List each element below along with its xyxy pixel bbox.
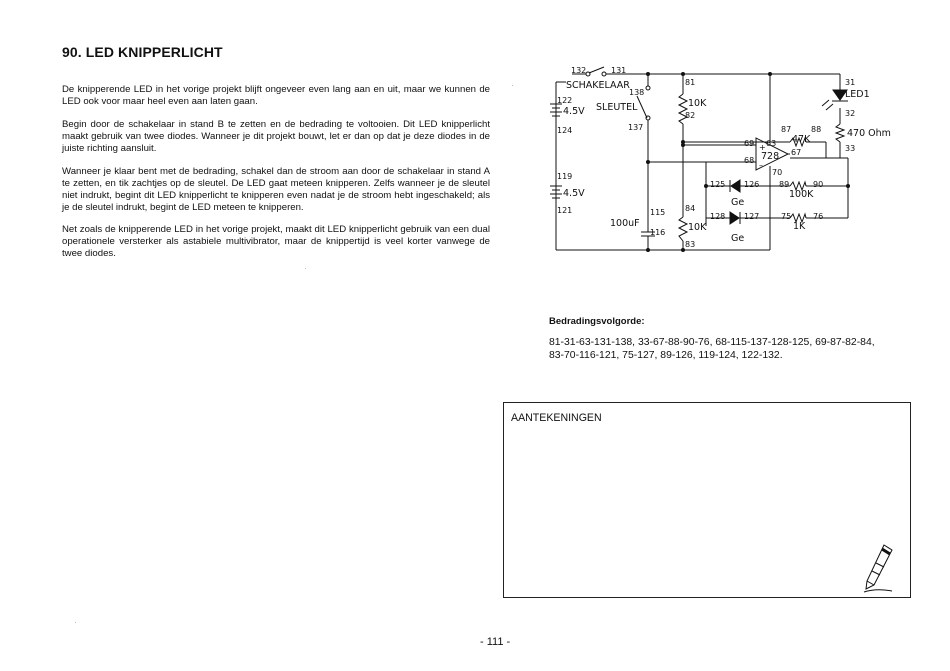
paragraph-operation: Wanneer je klaar bent met de bedrading, schakel dan de stroom aan door de schakelaar in stand A te zetten, en tik zachtjes op de sleutel. De LED gaat meteen knipperen. Zelfs wanneer je de sleutel niet indrukt, begint dit LED knipperlicht te knipperen even nadat je de stroom hebt ingeschakeld; als je de sleutel indrukt, begint de LED meteen te knipperen. xyxy=(62,166,490,213)
terminal-76: 76 xyxy=(813,212,824,221)
wiring-order-sequence: 81-31-63-131-138, 33-67-88-90-76, 68-115-137-128-125, 69-87-82-84, 83-70-116-121, 75-127, 89-126, 119-124, 122-132. xyxy=(549,337,875,361)
terminal-89: 89 xyxy=(779,180,790,189)
label-battery-bottom: 4.5V xyxy=(563,188,585,199)
label-resistor-100k: 100K xyxy=(789,189,814,200)
label-resistor-1k: 1K xyxy=(793,221,806,232)
terminal-81: 81 xyxy=(685,78,696,87)
page-number: - 111 - xyxy=(480,636,511,648)
terminal-122: 122 xyxy=(557,96,573,105)
page-title: 90. LED KNIPPERLICHT xyxy=(62,44,223,60)
label-battery-top: 4.5V xyxy=(563,106,585,117)
terminal-70: 70 xyxy=(772,168,783,177)
terminal-90: 90 xyxy=(813,180,824,189)
terminal-119: 119 xyxy=(557,172,573,181)
label-resistor-47k: 47K xyxy=(792,134,811,145)
wiring-order-title: Bedradingsvolgorde: xyxy=(549,316,645,327)
label-capacitor: 100uF xyxy=(610,218,640,229)
terminal-83: 83 xyxy=(685,240,696,249)
terminal-137: 137 xyxy=(628,123,644,132)
terminal-127: 127 xyxy=(744,212,760,221)
diode-top-symbol xyxy=(730,180,740,192)
label-resistor-10k-top: 10K xyxy=(688,98,707,109)
label-led: LED1 xyxy=(845,89,870,100)
resistor-470 xyxy=(836,124,844,142)
label-ic-minus: – xyxy=(759,161,763,170)
terminal-82: 82 xyxy=(685,111,696,120)
terminal-115: 115 xyxy=(650,208,666,217)
label-resistor-10k-bottom: 10K xyxy=(688,222,707,233)
terminal-132: 132 xyxy=(571,66,587,75)
label-resistor-470: 470 Ohm xyxy=(847,128,891,139)
scan-speck xyxy=(512,85,513,86)
scan-speck xyxy=(75,622,76,623)
label-diode-bottom: Ge xyxy=(731,233,745,244)
terminal-125: 125 xyxy=(710,180,726,189)
paragraph-intro: De knipperende LED in het vorige projekt blijft ongeveer even lang aan en uit, maar we kunnen de LED ook voor maar heel even aan laten gaan. xyxy=(62,84,490,107)
terminal-124: 124 xyxy=(557,126,573,135)
label-schakelaar: SCHAKELAAR xyxy=(566,80,630,91)
resistor-10k-bottom xyxy=(679,217,687,241)
terminal-121: 121 xyxy=(557,206,573,215)
terminal-32: 32 xyxy=(845,109,856,118)
terminal-31: 31 xyxy=(845,78,856,87)
terminal-126: 126 xyxy=(744,180,760,189)
terminal-67: 67 xyxy=(791,148,802,157)
diode-bottom-symbol xyxy=(730,212,740,224)
notes-box xyxy=(503,402,911,598)
terminal-63: 63 xyxy=(766,139,777,148)
terminal-128: 128 xyxy=(710,212,726,221)
terminal-138: 138 xyxy=(629,88,645,97)
terminal-131: 131 xyxy=(611,66,627,75)
label-sleutel: SLEUTEL xyxy=(596,102,638,113)
label-ic-plus: + xyxy=(759,143,766,152)
notes-label: AANTEKENINGEN xyxy=(511,412,602,424)
terminal-116: 116 xyxy=(650,228,666,237)
paragraph-setup: Begin door de schakelaar in stand B te zetten en de bedrading te voltooien. Dit LED knipperlicht maakt gebruik van twee diodes. Wanneer je dit projekt bouwt, let er dan op dat je deze diodes in de juiste richting aansluit. xyxy=(62,119,490,154)
pencil-icon xyxy=(862,541,896,595)
terminal-75: 75 xyxy=(781,212,792,221)
paragraph-explanation: Net zoals de knipperende LED in het vorige projekt, maakt dit LED knipperlicht gebruik van een dual operationele versterker als astabiele multivibrator, maar de knippertijd is veel korter vanwege de twee diodes. xyxy=(62,224,490,259)
terminal-69: 69 xyxy=(744,139,755,148)
terminal-68: 68 xyxy=(744,156,755,165)
terminal-88: 88 xyxy=(811,125,822,134)
terminal-87: 87 xyxy=(781,125,792,134)
terminal-33: 33 xyxy=(845,144,856,153)
circuit-schematic xyxy=(548,64,891,264)
terminal-84: 84 xyxy=(685,204,696,213)
label-ic: 728 xyxy=(761,151,780,162)
label-diode-top: Ge xyxy=(731,197,745,208)
scan-speck xyxy=(305,268,306,269)
switch-symbol xyxy=(586,67,606,76)
